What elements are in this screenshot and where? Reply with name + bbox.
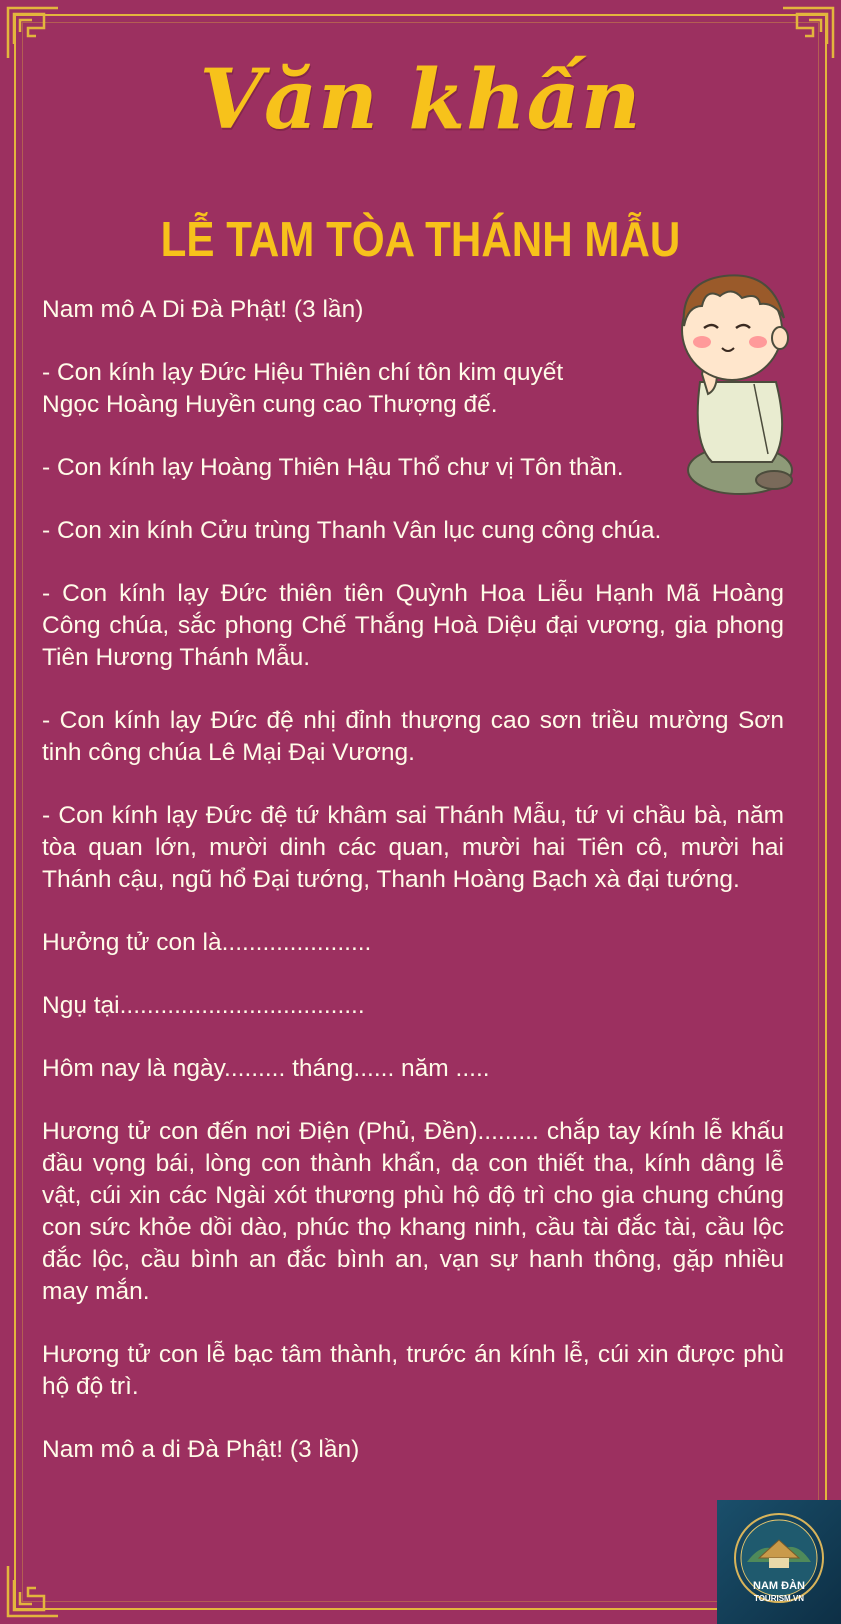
prayer-paragraph: Nam mô A Di Đà Phật! (3 lần) (42, 296, 364, 323)
nam-dan-tourism-logo (717, 1500, 841, 1624)
prayer-paragraph: - Con xin kính Cửu trùng Thanh Vân lục cung công chúa. (42, 517, 662, 544)
page-title: Văn khấn (199, 52, 642, 148)
prayer-paragraph: Nam mô a di Đà Phật! (3 lần) (42, 1436, 360, 1463)
prayer-paragraph: Ngụ tại.................................... (42, 992, 365, 1019)
prayer-paragraph: - Con kính lạy Hoàng Thiên Hậu Thổ chư vị Tôn thần. (42, 454, 624, 481)
prayer-paragraph: Hôm nay là ngày......... tháng...... năm ..... (42, 1055, 490, 1082)
logo-site: TOURISM.VN (753, 1594, 805, 1603)
prayer-text (42, 294, 784, 1497)
prayer-paragraph: - Con kính lạy Đức Hiệu Thiên chí tôn kim quyết Ngọc Hoàng Huyền cung cao Thượng đế. (42, 359, 564, 418)
prayer-paragraph: - Con kính lạy Đức thiên tiên Quỳnh Hoa Liễu Hạnh Mã Hoàng Công chúa, sắc phong Chế Thắng Hoà Diệu đại vương, gia phong Tiên Hương Thánh Mẫu. (42, 580, 784, 671)
prayer-paragraph: - Con kính lạy Đức đệ tứ khâm sai Thánh Mẫu, tứ vi chầu bà, năm tòa quan lớn, mười dinh các quan, mười hai Tiên cô, mười hai Thánh cậu, ngũ hổ Đại tướng, Thanh Hoàng Bạch xà đại tướng. (42, 802, 784, 893)
prayer-paragraph: Hương tử con đến nơi Điện (Phủ, Đền)......... chắp tay kính lễ khấu đầu vọng bái, lòng con thành khẩn, dạ con thiết tha, kính dâng lễ vật, cúi xin các Ngài xót thương phù hộ độ trì cho gia chung chúng con sức khỏe dồi dào, phúc thọ khang ninh, cầu tài đắc tài, cầu lộc đắc lộc, cầu bình an đắc bình an, vạn sự hanh thông, gặp nhiều may mắn. (42, 1118, 784, 1305)
page-subtitle: LỄ TAM TÒA THÁNH MẪU (160, 213, 681, 267)
prayer-paragraph: Hưởng tử con là...................... (42, 929, 372, 956)
prayer-paragraph: Hương tử con lễ bạc tâm thành, trước án kính lễ, cúi xin được phù hộ độ trì. (42, 1341, 784, 1400)
logo-emblem-icon (717, 1500, 841, 1624)
corner-ornament-bottom-left (4, 1562, 62, 1620)
logo-name: NAM ĐÀN (753, 1580, 805, 1592)
prayer-paragraph: - Con kính lạy Đức đệ nhị đỉnh thượng cao sơn triều mường Sơn tinh công chúa Lê Mại Đại Vương. (42, 707, 784, 766)
